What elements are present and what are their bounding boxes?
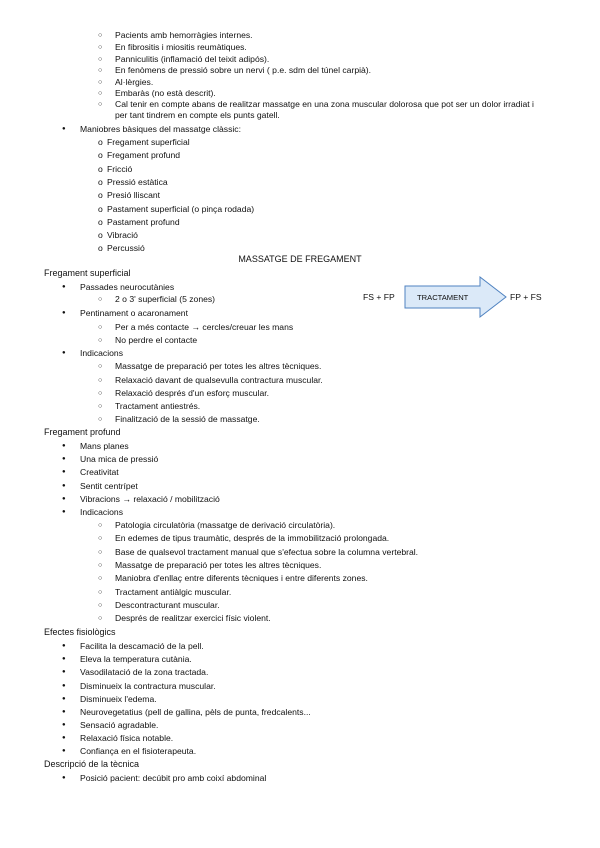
basic-maneuvers-title: ● Maniobres bàsiques del massatge clàssic: — [80, 124, 241, 135]
list-item: ○ Tractament antiestrés. — [115, 401, 200, 412]
maneuver-item: o Pastament profund — [107, 217, 180, 228]
list-item: ● Vibracions → relaxació / mobilització — [80, 494, 220, 505]
list-item: ● Confiança en el fisioterapeuta. — [80, 746, 196, 757]
list-item: ● Disminueix l'edema. — [80, 694, 157, 705]
list-item: ● Neurovegetatius (pell de gallina, pèls de punta, fredcalents... — [80, 707, 311, 718]
list-item: ○ En edemes de tipus traumàtic, després de la immobilització prolongada. — [115, 533, 389, 544]
list-item: ○ Patologia circulatòria (massatge de derivació circulatòria). — [115, 520, 335, 531]
maneuver-item: o Fregament profund — [107, 150, 180, 161]
list-item: ○ Maniobra d'enllaç entre diferents tècniques i entre diferents zones. — [115, 573, 368, 584]
list-item: ● Disminueix la contractura muscular. — [80, 681, 216, 692]
heading-fregament-profund: Fregament profund — [44, 427, 121, 437]
maneuver-item: o Pressió estàtica — [107, 177, 168, 188]
list-item: ● Indicacions — [80, 507, 123, 518]
heading-descripcio-tecnica: Descripció de la tècnica — [44, 759, 140, 769]
list-item: ● Indicacions — [80, 348, 123, 359]
list-item: ○ Després de realitzar exercici físic violent. — [115, 613, 271, 624]
list-item: ○ Finalització de la sessió de massatge. — [115, 414, 260, 425]
list-item: ● Una mica de pressió — [80, 454, 158, 465]
list-item: ○ No perdre el contacte — [115, 335, 197, 346]
heading-fregament-superficial: Fregament superficial — [44, 268, 131, 278]
list-item: ● Creativitat — [80, 467, 119, 478]
list-item: ○ Cal tenir en compte abans de realitzar massatge en una zona muscular dolorosa que pot ser un dolor irradiat i per tant tindrem en compte els punts gatell. — [115, 99, 545, 121]
list-item: ● Sentit centrípet — [80, 481, 138, 492]
list-item: ● Mans planes — [80, 441, 129, 452]
maneuver-item: o Fregament superficial — [107, 137, 190, 148]
list-item: ○ Tractament antiàlgic muscular. — [115, 587, 231, 598]
list-item: ○ 2 o 3' superficial (5 zones) — [115, 294, 215, 305]
list-item: ● Posició pacient: decúbit pro amb coixí abdominal — [80, 773, 266, 784]
list-item: ○ Massatge de preparació per totes les altres tècniques. — [115, 361, 321, 372]
list-item: ○ En fibrositis i miositis reumàtiques. — [115, 42, 247, 53]
diagram-left-label: FS + FP — [363, 292, 395, 302]
diagram-box-label: TRACTAMENT — [417, 293, 469, 302]
list-item: ○ En fenòmens de pressió sobre un nervi ( p.e. sdm del túnel carpià). — [115, 65, 371, 76]
list-item: ● Vasodilatació de la zona tractada. — [80, 667, 208, 678]
treatment-diagram — [360, 276, 560, 320]
maneuver-item: o Pastament superficial (o pinça rodada) — [107, 204, 254, 215]
maneuver-item: o Vibració — [107, 230, 138, 241]
list-item: ● Eleva la temperatura cutània. — [80, 654, 192, 665]
list-item: ○ Al·lèrgies. — [115, 77, 153, 88]
list-item: ● Facilita la descamació de la pell. — [80, 641, 204, 652]
list-item: ● Passades neurocutànies — [80, 282, 174, 293]
maneuver-item: o Presió lliscant — [107, 190, 160, 201]
list-item: ○ Embaràs (no està descrit). — [115, 88, 216, 99]
maneuver-item: o Fricció — [107, 164, 132, 175]
list-item: ● Pentinament o acaronament — [80, 308, 188, 319]
list-item: ● Sensació agradable. — [80, 720, 158, 731]
list-item: ○ Base de qualsevol tractament manual que s'efectua sobre la columna vertebral. — [115, 547, 418, 558]
maneuver-item: o Percussió — [107, 243, 145, 254]
diagram-right-label: FP + FS — [510, 292, 542, 302]
list-item: ○ Relaxació després d'un esforç muscular. — [115, 388, 269, 399]
list-item: ○ Descontracturant muscular. — [115, 600, 220, 611]
list-item: ○ Massatge de preparació per totes les altres tècniques. — [115, 560, 321, 571]
list-item: ○ Panniculitis (inflamació del teixit adipós). — [115, 54, 269, 65]
list-item: ○ Pacients amb hemorràgies internes. — [115, 30, 253, 41]
heading-efectes-fisiologics: Efectes fisiològics — [44, 627, 116, 637]
list-item: ○ Relaxació davant de qualsevulla contractura muscular. — [115, 375, 323, 386]
list-item: ○ Per a més contacte → cercles/creuar les mans — [115, 322, 293, 333]
section-title: MASSATGE DE FREGAMENT — [238, 254, 362, 264]
list-item: ● Relaxació física notable. — [80, 733, 173, 744]
